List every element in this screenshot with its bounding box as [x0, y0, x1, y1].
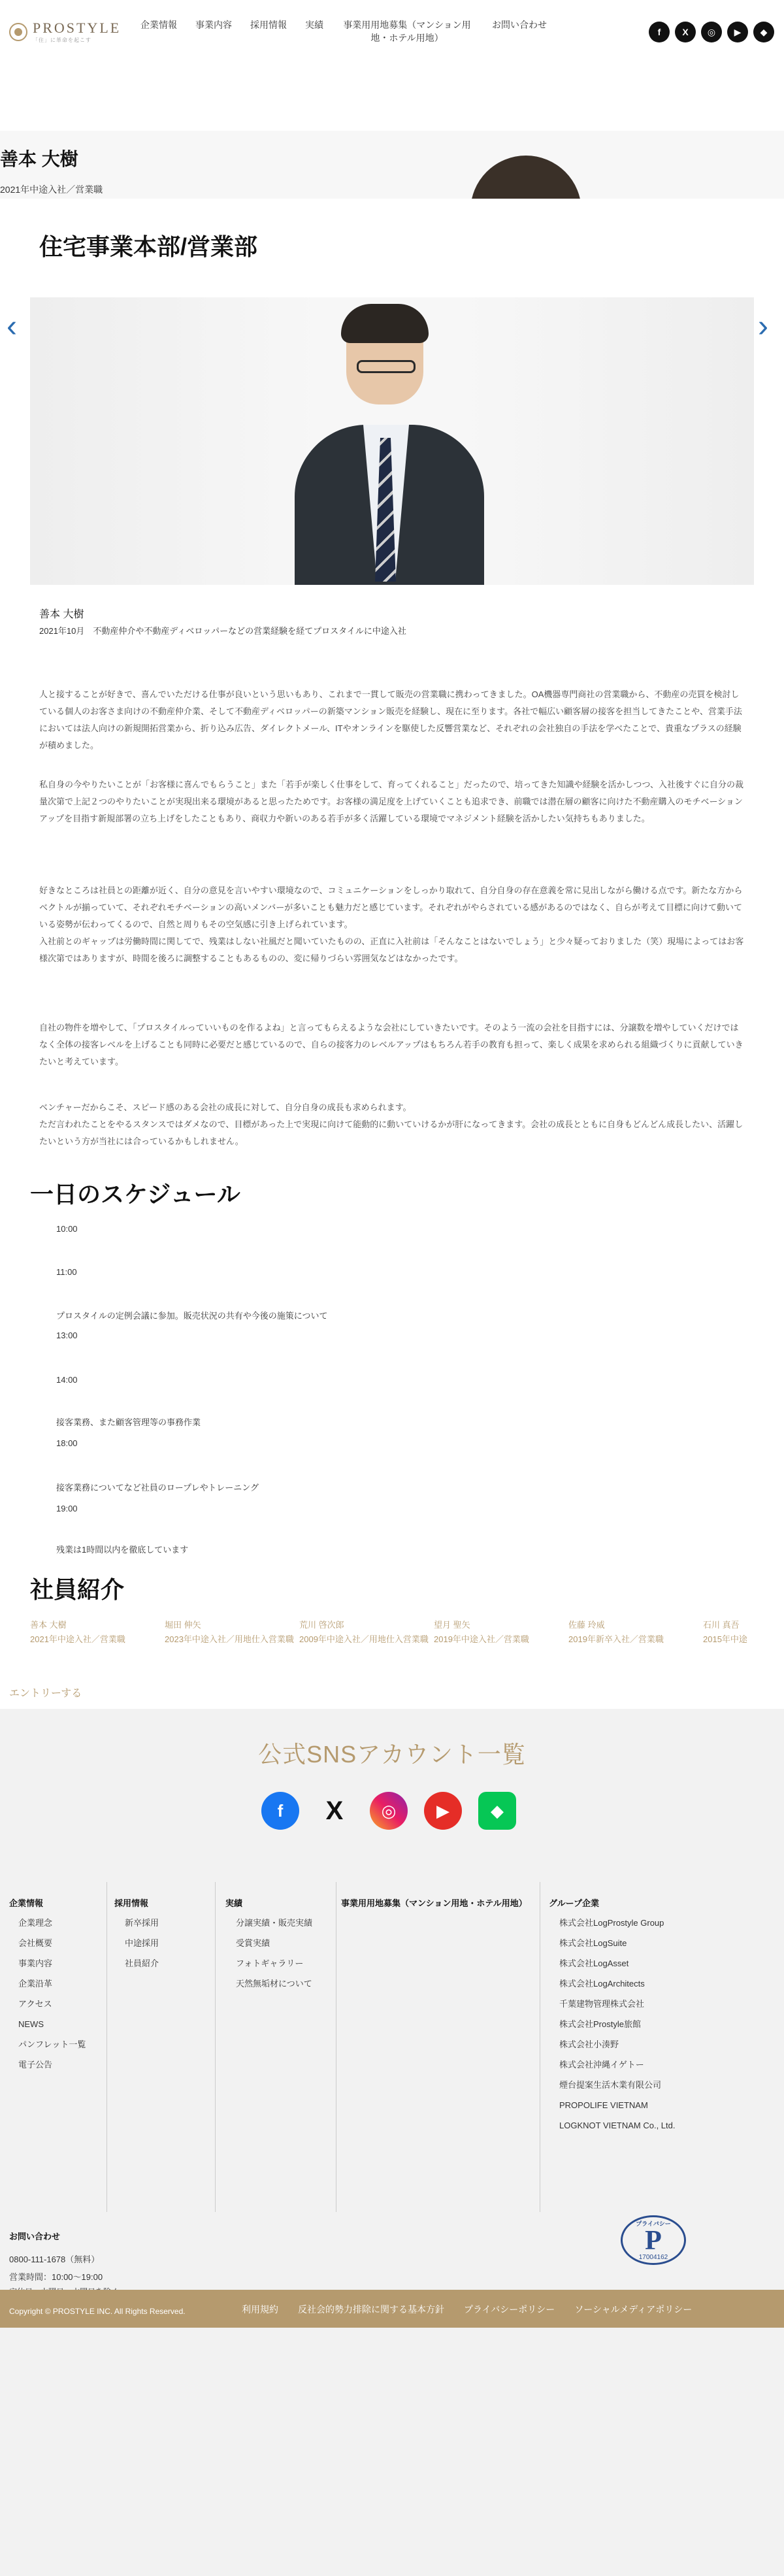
schedule-time: 14:00 — [56, 1375, 78, 1385]
hero-photo — [470, 156, 581, 199]
privacy-mark-number: 17004162 — [638, 2254, 668, 2261]
x-icon[interactable]: X — [675, 22, 696, 42]
schedule-text: 接客業務、また顧客管理等の事務作業 — [56, 1417, 201, 1427]
interview-paragraph: 自社の物件を増やして、「プロスタイルっていいものを作るよね」と言ってもらえるような会社にしていきたいです。そのよう一流の会社を目指すには、分譲数を増やしていくだけではなく全体の接客レベルを上げることも同時に必要だと感じているので、自らの接客力のレベルアップはもちろん若手の教育も担って、楽しく成果を求められる組織づくりに貢献していきたいと考えています。 — [39, 1023, 743, 1066]
member-name: 荒川 啓次郎 — [299, 1620, 344, 1630]
schedule-text: プロスタイルの定例会議に参加。販売状況の共有や今後の施策について — [56, 1311, 328, 1321]
caption-name: 善本 大樹 — [39, 609, 84, 620]
instagram-icon[interactable]: ◎ — [370, 1792, 408, 1830]
footer-link[interactable]: NEWS — [18, 2019, 44, 2029]
member-card[interactable] — [568, 1618, 703, 1647]
instagram-icon[interactable]: ◎ — [701, 22, 722, 42]
schedule-time: 19:00 — [56, 1504, 78, 1513]
sns-icons — [261, 1792, 516, 1830]
logo-name: PROSTYLE — [33, 20, 122, 36]
footer-link[interactable]: フォトギャラリー — [236, 1958, 304, 1968]
logo[interactable] — [9, 20, 121, 44]
copyright: Copyright © PROSTYLE INC. All Rights Reserved. — [9, 2307, 186, 2316]
footer-col-results — [225, 1882, 336, 2212]
footer-link[interactable]: 企業理念 — [18, 1918, 53, 1928]
sns-section — [0, 1709, 784, 1882]
nav-company[interactable]: 企業情報 — [140, 20, 177, 30]
nav-results[interactable]: 実績 — [305, 20, 323, 30]
member-card[interactable] — [165, 1618, 299, 1647]
schedule-time: 18:00 — [56, 1438, 78, 1448]
line-icon[interactable]: ◆ — [478, 1792, 516, 1830]
line-icon[interactable]: ◆ — [753, 22, 774, 42]
hero-banner — [0, 131, 784, 199]
footer-link[interactable]: 電子公告 — [18, 2060, 53, 2070]
interview-paragraph: ベンチャーだからこそ、スピード感のある会社の成長に対して、自分自身の成長も求められます。 ただ言われたことをやるスタンスではダメなので、目標があった上で実現に向けて能動的に動いていけるかが肝になってきます。会社の成長とともに自身もどんどん成長したい、活躍したいという方が当社には合っているかもしれません。 — [39, 1102, 743, 1146]
footer-link[interactable]: 株式会社小湊野 — [559, 2039, 619, 2049]
site-header — [0, 0, 784, 62]
footer-col-title: 企業情報 — [9, 1898, 44, 1908]
footer-link[interactable]: 煙台提案生活木業有限公司 — [559, 2080, 662, 2090]
bottom-links — [242, 2303, 692, 2316]
member-role: 2009年中途入社／用地仕入営業職 — [299, 1634, 429, 1644]
member-role: 2021年中途入社／営業職 — [30, 1634, 125, 1644]
footer-col-recruit — [114, 1882, 216, 2212]
footer-col-title: 実績 — [225, 1898, 243, 1908]
privacy-mark-letter: P — [645, 2226, 662, 2256]
footer-link[interactable]: 中途採用 — [125, 1938, 159, 1948]
member-card[interactable] — [703, 1618, 784, 1647]
header-social — [649, 22, 774, 42]
member-role: 2015年中途 — [703, 1634, 747, 1644]
schedule-time: 10:00 — [56, 1224, 78, 1234]
member-card[interactable] — [299, 1618, 434, 1647]
schedule-time: 13:00 — [56, 1330, 78, 1340]
anti-social-policy-link[interactable]: 反社会的勢力排除に関する基本方針 — [298, 2304, 444, 2315]
footer-link[interactable]: 企業沿革 — [18, 1979, 53, 1989]
logo-mark-icon — [9, 23, 27, 41]
members-list — [30, 1618, 784, 1647]
contact-phone[interactable]: 0800-111-1678（無料） — [9, 2254, 100, 2264]
footer-link[interactable]: 社員紹介 — [125, 1958, 159, 1968]
footer-link[interactable]: 天然無垢材について — [236, 1979, 312, 1989]
privacy-mark-icon[interactable] — [621, 2215, 686, 2265]
facebook-icon[interactable]: f — [261, 1792, 299, 1830]
footer-col-group — [549, 1882, 771, 2212]
terms-link[interactable]: 利用規約 — [242, 2304, 278, 2315]
schedule-text: 接客業務についてなど社員のロープレやトレーニング — [56, 1483, 259, 1493]
member-name: 望月 聖矢 — [434, 1620, 470, 1630]
x-icon[interactable]: X — [325, 1796, 344, 1825]
hero-name: 善本 大樹 — [0, 149, 78, 169]
caption-info: 2021年10月 不動産仲介や不動産ディベロッパーなどの営業経験を経てプロスタイルに中途入社 — [39, 626, 406, 636]
entry-link[interactable]: エントリーする — [9, 1688, 82, 1699]
member-card[interactable] — [30, 1618, 165, 1647]
footer-link[interactable]: 株式会社LogSuite — [559, 1938, 627, 1948]
site-footer — [0, 1882, 784, 2576]
footer-link[interactable]: 株式会社LogAsset — [559, 1958, 629, 1968]
footer-col-company — [9, 1882, 107, 2212]
footer-col-land — [341, 1882, 540, 2212]
photo-hair — [341, 304, 429, 343]
schedule-text: 残業は1時間以内を徹底しています — [56, 1545, 189, 1555]
footer-link[interactable]: 新卒採用 — [125, 1918, 159, 1928]
footer-link[interactable]: 分譲実績・販売実績 — [236, 1918, 313, 1928]
footer-col-title[interactable]: 事業用用地募集（マンション用地・ホテル用地） — [341, 1898, 527, 1908]
department-title: 住宅事業本部/営業部 — [39, 233, 258, 260]
footer-link[interactable]: 株式会社LogProstyle Group — [559, 1918, 664, 1928]
footer-link[interactable]: 千葉建物管理株式会社 — [559, 1999, 645, 2009]
member-role: 2019年中途入社／営業職 — [434, 1634, 529, 1644]
nav-contact[interactable]: お問い合わせ — [492, 20, 547, 30]
schedule-title: 一日のスケジュール — [30, 1181, 240, 1208]
member-name: 善本 大樹 — [30, 1620, 67, 1630]
nav-land[interactable]: 事業用用地募集（マンション用地・ホテル用地） — [343, 20, 471, 43]
facebook-icon[interactable]: f — [649, 22, 670, 42]
sns-title: 公式SNSアカウント一覧 — [258, 1741, 526, 1768]
interview-paragraph: 私自身の今やりたいことが「お客様に喜んでもらうこと」また「若手が楽しく仕事をして、育ってくれること」だったので、培ってきた知識や経験を活かしつつ、入社後すぐに自分の裁量次第で上記２つのやりたいことが実現出来る環境があると思ったためです。お客様の満足度を上げていくことも追求でき、前職では潜在層の顧客に向けた不動産購入のモチベーションアップを目指す新規部署の立ち上げをしたこともあり、商収力や新いのある若手が多く活躍している環境でマネジメント経験を活かしたい気持ちもありました。 — [39, 780, 743, 823]
nav-business[interactable]: 事業内容 — [195, 20, 232, 30]
footer-link[interactable]: 会社概要 — [18, 1938, 53, 1948]
main-nav — [140, 18, 565, 44]
footer-link[interactable]: LOGKNOT VIETNAM Co., Ltd. — [559, 2121, 676, 2130]
member-name: 石川 真吾 — [703, 1620, 740, 1630]
member-name: 堀田 伸矢 — [165, 1620, 201, 1630]
footer-link[interactable]: 株式会社Prostyle旅館 — [559, 2019, 641, 2029]
interview-paragraph: 人と接することが好きで、喜んでいただける仕事が良いという思いもあり、これまで一貫して販売の営業職に携わってきました。OA機器専門商社の営業職から、不動産の売買を検討している個人のお客さま向けの不動産仲介業、そして不動産ディベロッパーの新築マンション販売を経験し、現在に至ります。各社で幅広い顧客層の接客を担当してきたことや、営業手法においては法人向けの新規開拓営業から、折り込み広告、ダイレクトメール、ITやオンラインを駆使した反響営業など、それぞれの会社独自の手法を学べたことで、貴重なプラスの経験が積めました。 — [39, 689, 742, 750]
youtube-icon[interactable]: ▶ — [424, 1792, 462, 1830]
footer-link[interactable]: アクセス — [18, 1999, 52, 2009]
carousel-next-icon[interactable]: › — [758, 309, 768, 344]
schedule-time: 11:00 — [56, 1267, 77, 1277]
logo-sub: 「住」に革命を起こす — [33, 37, 91, 43]
footer-link[interactable]: 株式会社LogArchitects — [559, 1979, 645, 1989]
contact-hours: 営業時間：10:00〜19:00 — [9, 2272, 103, 2282]
member-card[interactable] — [434, 1618, 568, 1647]
footer-link[interactable]: パンフレット一覧 — [18, 2039, 86, 2049]
privacy-mark-text: プライバシー — [636, 2221, 671, 2227]
interview-paragraph: 好きなところは社員との距離が近く、自分の意見を言いやすい環境なので、コミュニケーションをしっかり取れて、自分自身の存在意義を常に見出しながら働ける点です。新たな方からベクトルが揃っていて、それぞれモチベーションの高いメンバーが多いことも魅力だと感じています。それぞれがやらされている感があるのではなく、自らが考えて目標に向けて動いている姿勢が伝わってくるので、自然と周りもその空気感に引き上げられています。 入社前とのギャップは労働時間に関してで、残業はしない社風だと聞いていたものの、正直に入社前は「そんなことはないでしょう」と少々疑っておりました（笑）現場によってはお客様次第ではありますが、時間を後ろに調整することもあるものの、変に帰りづらい雰囲気などはなかったです。 — [39, 885, 744, 963]
footer-link[interactable]: 受賞実績 — [236, 1938, 270, 1948]
members-title: 社員紹介 — [30, 1576, 125, 1603]
youtube-icon[interactable]: ▶ — [727, 22, 748, 42]
employee-photo — [30, 297, 754, 585]
footer-col-title: グループ企業 — [549, 1898, 599, 1908]
member-role: 2023年中途入社／用地仕入営業職 — [165, 1634, 294, 1644]
carousel-prev-icon[interactable]: ‹ — [7, 309, 17, 344]
nav-recruit[interactable]: 採用情報 — [250, 20, 287, 30]
contact-title: お問い合わせ — [9, 2232, 61, 2241]
member-name: 佐藤 玲威 — [568, 1620, 605, 1630]
footer-link[interactable]: 株式会社沖縄イゲトー — [559, 2060, 644, 2070]
member-role: 2019年新卒入社／営業職 — [568, 1634, 664, 1644]
footer-link[interactable]: PROPOLIFE VIETNAM — [559, 2100, 648, 2110]
photo-glasses — [357, 360, 416, 373]
privacy-policy-link[interactable]: プライバシーポリシー — [464, 2304, 555, 2315]
social-media-policy-link[interactable]: ソーシャルメディアポリシー — [574, 2304, 693, 2315]
footer-link[interactable]: 事業内容 — [18, 1958, 53, 1968]
bottom-bar — [0, 2290, 784, 2328]
footer-col-title: 採用情報 — [114, 1898, 149, 1908]
hero-role: 2021年中途入社／営業職 — [0, 184, 103, 195]
